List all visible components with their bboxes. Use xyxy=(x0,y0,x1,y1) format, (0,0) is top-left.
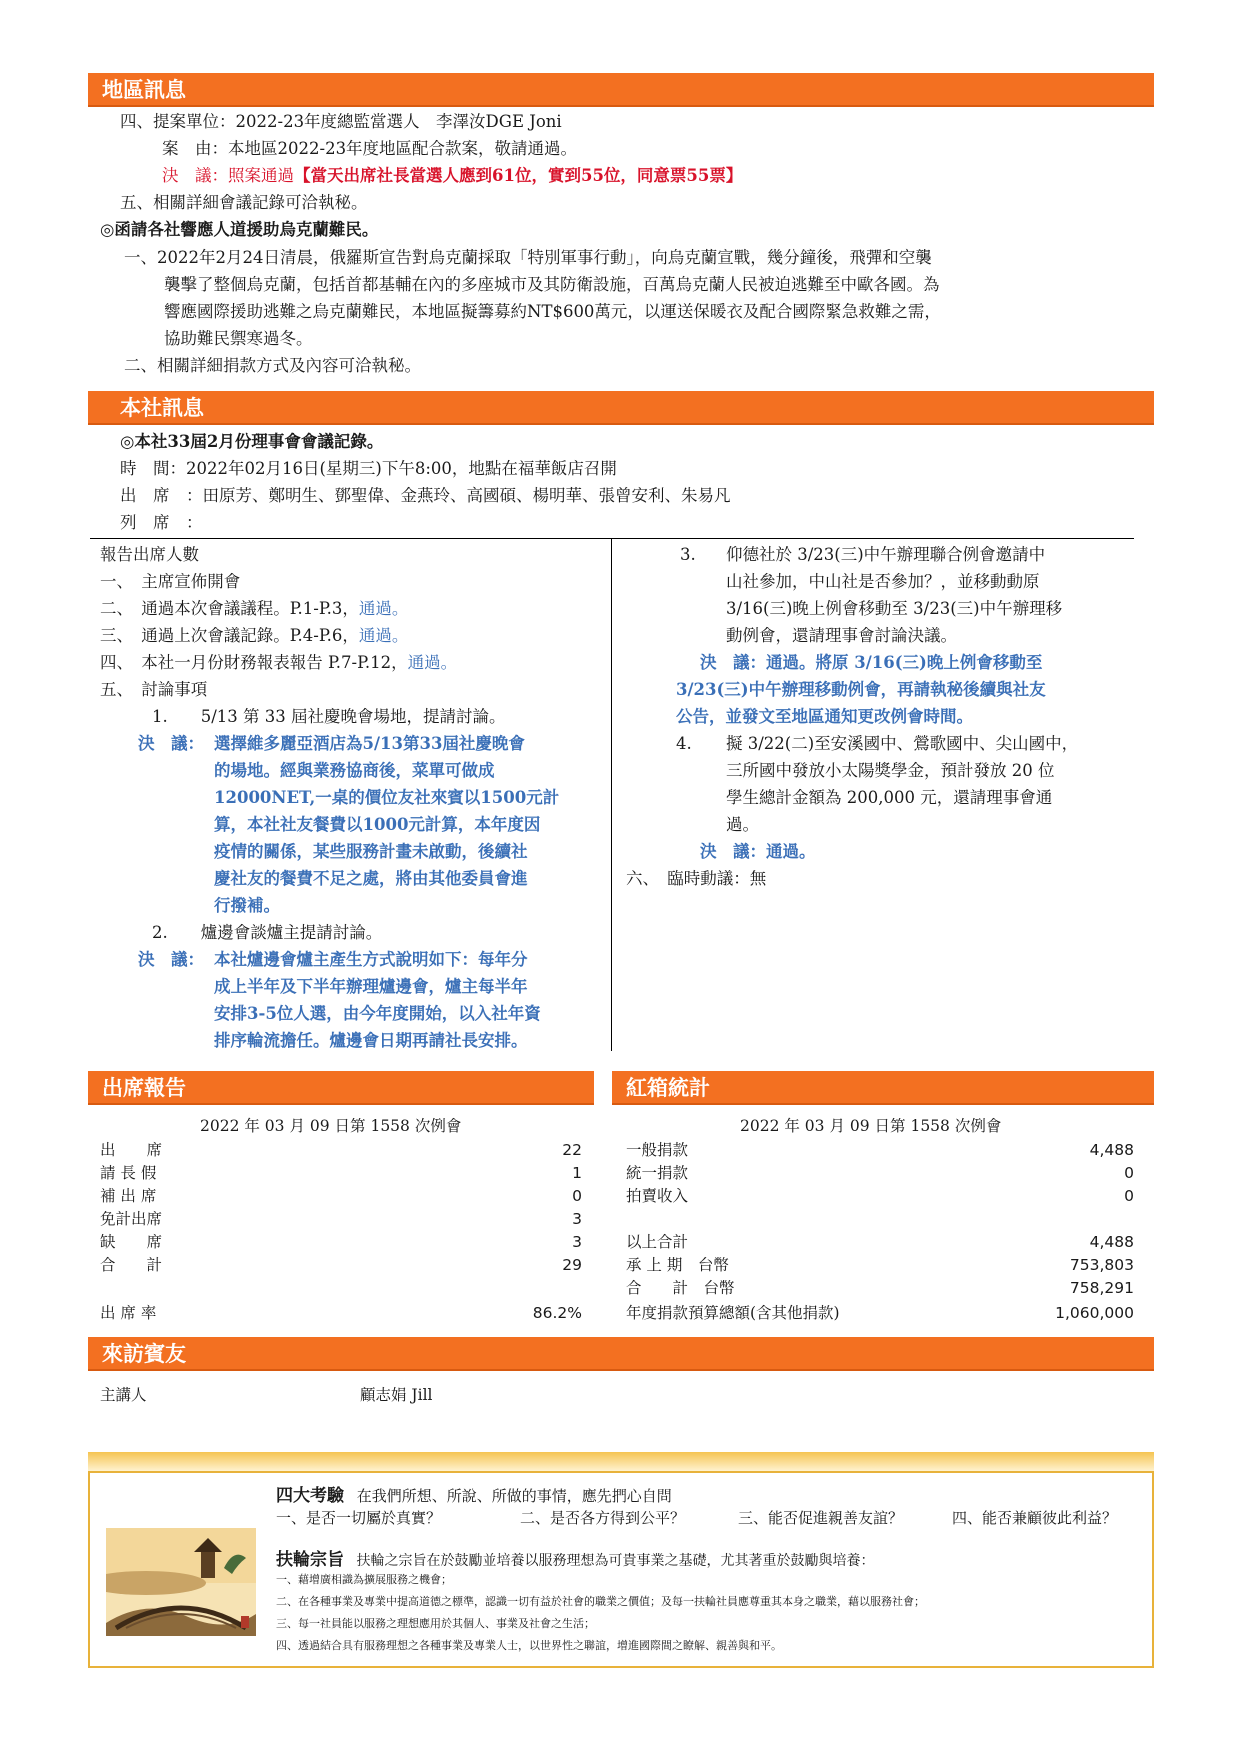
donation-row: 拍賣收入 0 xyxy=(626,1187,1134,1205)
object-of-rotary-item: 二、在各種事業及專業中提高道德之標準，認識一切有益於社會的職業之價值；及每一扶輪社員應尊重其本身之職業，藉以服務社會； xyxy=(276,1595,925,1608)
attendance-date: 2022 年 03 月 09 日第 1558 次例會 xyxy=(200,1117,462,1135)
resolution-3-line: 3/23(三)中午辦理移動例會，再請執秘後續與社友 xyxy=(676,680,1046,699)
visitor-name: 顧志娟 Jill xyxy=(360,1386,433,1404)
resolution-text: 決 議：照案通過 xyxy=(162,166,294,185)
donations-date: 2022 年 03 月 09 日第 1558 次例會 xyxy=(740,1117,1002,1135)
four-way-test-item: 三、能否促進親善友誼？ xyxy=(738,1509,904,1527)
resolution-2-line: 安排3-5位人選，由今年度開始，以入社年資 xyxy=(214,1004,541,1023)
ukraine-notice-line: 一、2022年2月24日清晨，俄羅斯宣告對烏克蘭採取「特別軍事行動」，向烏克蘭宣戰，幾分鐘後，飛彈和空襲 xyxy=(124,248,932,267)
right-item-3-number: 3. xyxy=(680,545,696,564)
resolution-1-label: 決 議： xyxy=(138,734,204,753)
board-minutes-title: ◎本社33屆2月份理事會會議記錄。 xyxy=(120,432,384,451)
minutes-left-item: 一、 主席宣佈開會 xyxy=(100,572,241,591)
resolution-2-label: 決 議： xyxy=(138,950,204,969)
right-item-4-line: 過。 xyxy=(726,815,759,834)
donation-total-row: 合 計 台幣 758,291 xyxy=(626,1279,1134,1297)
resolution-vote: 【當天出席社長當選人應到61位，實到55位，同意票55票】 xyxy=(294,166,743,185)
four-way-test-item: 四、能否兼顧彼此利益？ xyxy=(952,1509,1118,1527)
resolution-1-line: 選擇維多麗亞酒店為5/13第33屆社慶晚會 xyxy=(214,734,525,753)
four-way-test-heading: 四大考驗 在我們所想、所說、所做的事情，應先捫心自問 xyxy=(276,1486,672,1506)
ukraine-notice-title: ◎函請各社響應人道援助烏克蘭難民。 xyxy=(100,220,379,239)
resolution-1-line: 12000NET,一桌的價位友社來賓以1500元計 xyxy=(214,788,560,807)
right-item-4-line: 學生總計金額為 200,000 元，還請理事會通 xyxy=(726,788,1053,807)
ukraine-notice-line: 協助難民禦寒過冬。 xyxy=(164,329,313,348)
minutes-left-item: 三、 通過上次會議記錄。P.4-P.6，通過。 xyxy=(100,626,409,645)
right-item-3-line: 3/16(三)晚上例會移動至 3/23(三)中午辦理移 xyxy=(726,599,1063,618)
ukraine-notice-line: 響應國際援助逃難之烏克蘭難民，本地區擬籌募約NT$600萬元，以運送保暖衣及配合國際緊急救難之需， xyxy=(164,302,941,321)
object-of-rotary-item: 三、每一社員能以服務之理想應用於其個人、事業及社會之生活； xyxy=(276,1617,595,1630)
footer-top-band xyxy=(88,1452,1154,1471)
district-item-resolution xyxy=(162,165,742,187)
ukraine-notice-line: 二、相關詳細捐款方式及內容可洽執秘。 xyxy=(124,356,421,375)
resolution-3-line: 決 議：通過。將原 3/16(三)晚上例會移動至 xyxy=(700,653,1043,672)
right-item-4-line: 擬 3/22(二)至安溪國中、鶯歌國中、尖山國中， xyxy=(726,734,1079,753)
resolution-2-line: 排序輪流擔任。爐邊會日期再請社長安排。 xyxy=(214,1031,528,1050)
minutes-left-item: 報告出席人數 xyxy=(100,545,199,564)
right-item-4-number: 4. xyxy=(676,734,692,753)
visitor-role: 主講人 xyxy=(100,1386,147,1404)
discussion-item-1: 1. 5/13 第 33 屆社慶晚會場地，提請討論。 xyxy=(152,707,506,726)
resolution-3-line: 公告，並發文至地區通知更改例會時間。 xyxy=(676,707,973,726)
minutes-left-item: 五、 討論事項 xyxy=(100,680,208,699)
attendance-rate: 出 席 率 86.2% xyxy=(100,1304,582,1322)
minutes-column-divider xyxy=(611,538,612,1051)
attendance-row: 補 出 席 0 xyxy=(100,1187,582,1205)
attendance-row: 合 計 29 xyxy=(100,1256,582,1274)
object-of-rotary-item: 一、藉增廣相識為擴展服務之機會； xyxy=(276,1573,452,1586)
right-item-3-line: 山社參加，中山社是否參加？，並移動動原 xyxy=(726,572,1040,591)
visitors-header: 來訪賓友 xyxy=(88,1337,1154,1371)
extempore-motion: 六、 臨時動議：無 xyxy=(626,869,767,888)
district-item-case: 案 由：本地區2022-23年度地區配合款案，敬請通過。 xyxy=(162,139,578,158)
resolution-1-line: 慶社友的餐費不足之處，將由其他委員會進 xyxy=(214,869,528,888)
right-item-4-line: 三所國中發放小太陽獎學金，預計發放 20 位 xyxy=(726,761,1055,780)
right-item-3-line: 動例會，還請理事會討論決議。 xyxy=(726,626,957,645)
minutes-left-item: 四、 本社一月份財務報表報告 P.7-P.12，通過。 xyxy=(100,653,458,672)
rotary-footer xyxy=(88,1471,1154,1668)
resolution-2-line: 成上半年及下半年辦理爐邊會，爐主每半年 xyxy=(214,977,528,996)
right-item-3-line: 仰德社於 3/23(三)中午辦理聯合例會邀請中 xyxy=(726,545,1046,564)
meeting-time: 時 間：2022年02月16日(星期三)下午8:00，地點在福華飯店召開 xyxy=(120,459,617,478)
club-header: 本社訊息 xyxy=(88,391,1154,425)
donations-header: 紅箱統計 xyxy=(612,1071,1154,1105)
attendance-row: 缺 席 3 xyxy=(100,1233,582,1251)
meeting-observers: 列 席 ： xyxy=(120,513,203,532)
attendance-row: 免計出席 3 xyxy=(100,1210,582,1228)
district-item-proposer: 四、提案單位：2022-23年度總監當選人 李澤汝DGE Joni xyxy=(120,112,562,131)
object-of-rotary-item: 四、透過結合具有服務理想之各種事業及專業人士，以世界性之聯誼，增進國際間之瞭解、親善與和平。 xyxy=(276,1639,782,1652)
meeting-attendees: 出 席 ：田原芳、鄭明生、鄧聖偉、金燕玲、高國碩、楊明華、張曾安利、朱易凡 xyxy=(120,486,731,505)
four-way-test-item: 一、是否一切屬於真實？ xyxy=(276,1509,442,1527)
resolution-1-line: 行撥補。 xyxy=(214,896,280,915)
discussion-item-2: 2. 爐邊會談爐主提請討論。 xyxy=(152,923,383,942)
district-header: 地區訊息 xyxy=(88,73,1154,107)
attendance-row: 出 席 22 xyxy=(100,1141,582,1159)
resolution-1-line: 的場地。經與業務協商後，菜單可做成 xyxy=(214,761,495,780)
resolution-1-line: 算，本社社友餐費以1000元計算，本年度因 xyxy=(214,815,541,834)
donation-total-row: 年度捐款預算總額(含其他捐款) 1,060,000 xyxy=(626,1304,1134,1322)
resolution-1-line: 疫情的關係，某些服務計畫未啟動，後續社 xyxy=(214,842,528,861)
minutes-left-item: 二、 通過本次會議議程。P.1-P.3，通過。 xyxy=(100,599,409,618)
ukraine-notice-line: 襲擊了整個烏克蘭，包括首都基輔在內的多座城市及其防衛設施，百萬烏克蘭人民被迫逃難至中歐各國。為 xyxy=(164,275,940,294)
attendance-header: 出席報告 xyxy=(88,1071,594,1105)
object-of-rotary-heading: 扶輪宗旨 扶輪之宗旨在於鼓勵並培養以服務理想為可貴事業之基礎，尤其著重於鼓勵與培養： xyxy=(276,1550,875,1570)
resolution-2-line: 本社爐邊會爐主產生方式說明如下：每年分 xyxy=(214,950,528,969)
minutes-top-rule xyxy=(90,538,1134,539)
resolution-4: 決 議：通過。 xyxy=(700,842,816,861)
four-way-test-item: 二、是否各方得到公平？ xyxy=(520,1509,686,1527)
donation-total-row: 承 上 期 台幣 753,803 xyxy=(626,1256,1134,1274)
donation-row: 一般捐款 4,488 xyxy=(626,1141,1134,1159)
attendance-row: 請 長 假 1 xyxy=(100,1164,582,1182)
donation-total-row: 以上合計 4,488 xyxy=(626,1233,1134,1251)
donation-row: 統一捐款 0 xyxy=(626,1164,1134,1182)
landscape-painting-icon xyxy=(106,1528,256,1636)
district-item-minutes: 五、相關詳細會議記錄可洽執秘。 xyxy=(120,193,368,212)
